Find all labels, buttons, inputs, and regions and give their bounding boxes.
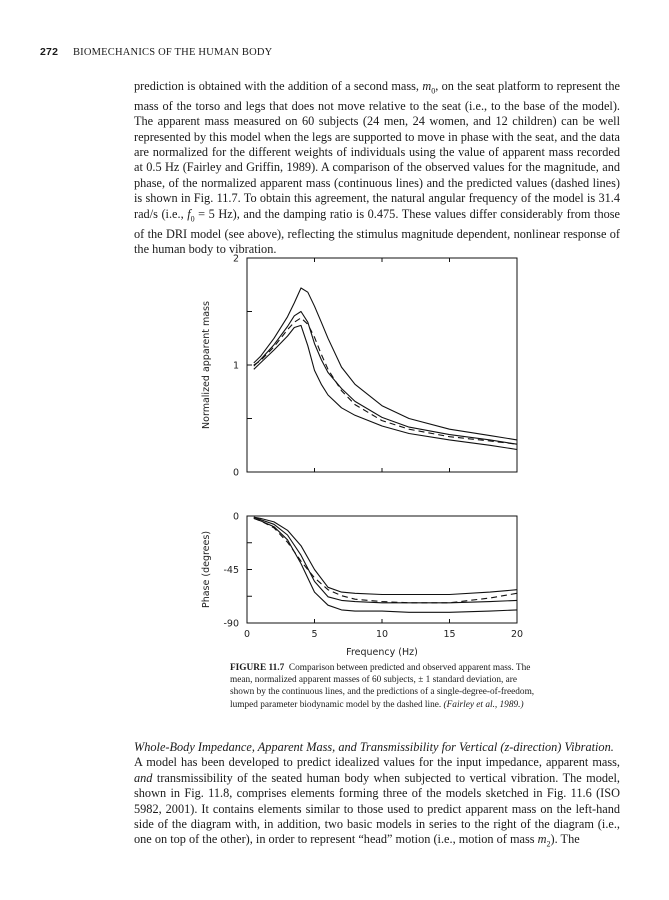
plot-frame-2	[247, 516, 517, 623]
caption-text: Comparison between predicted and observed apparent mass. The mean, normalized apparent masses of 60 subjects, ± 1 standard deviation, are shown by the continuous lines, and the predictions of a single-degree-of-freedom, lumped parameter biodynamic model by the dashed line.	[230, 663, 535, 710]
page-number: 272	[40, 46, 59, 58]
plot-frame-1	[247, 258, 517, 472]
section-run-in-heading: Whole-Body Impedance, Apparent Mass, and Transmissibility for Vertical (z-direction) Vibration.	[134, 740, 614, 754]
body-paragraph-bottom: Whole-Body Impedance, Apparent Mass, and Transmissibility for Vertical (z-direction) Vibration. A model has been developed to predict idealized values for the input impedance, apparent mass, and transmissibility of the seated human body when subjected to vertical vibration. The model, shown in Fig. 11.8, comprises elements forming three of the models sketched in Fig. 11.6 (ISO 5982, 2001). It contains elements similar to those used to predict apparent mass on the left-hand side of the diagram with, in addition, two basic models in series to the right of the diagram (i.e., one on top of the other), in order to represent “head” motion (i.e., motion of mass $m_2$). The	[134, 740, 620, 849]
y-tick-label: 1	[232, 360, 239, 372]
x-tick-label: 5	[311, 629, 318, 640]
figure-caption	[230, 662, 535, 711]
body-paragraph-top: prediction is obtained with the addition of a second mass, $m_0$, on the seat platform to represent the mass of the torso and legs that does not move relative to the seat (i.e., to the base of the model). The apparent mass measured on 60 subjects (24 men, 24 women, and 12 children) can be well represented by this model when the legs are supported to move in phase with the seat, and the data are normalized for the different weights of individuals using the value of apparent mass recorded at 0.5 Hz (Fairley and Griffin, 1989). A comparison of the observed values for the magnitude, and phase, of the normalized apparent mass (continuous lines) and the predicted values (dashed lines) is shown in Fig. 11.7. To obtain this agreement, the natural angular frequency of the model is 31.4 rad/s (i.e., $f_0 = 5$ Hz), and the damping ratio is 0.475. These values differ considerably from those of the DRI model (see above), reflecting the stimulus magnitude dependent, nonlinear response of the human body to vibration.	[134, 79, 621, 256]
x-tick-label: 0	[243, 629, 251, 640]
y-axis-label: Phase (degrees)	[201, 530, 212, 609]
caption-citation: (Fairley et al., 1989.)	[443, 699, 524, 710]
x-tick-label: 20	[510, 629, 524, 640]
measured-series-line	[254, 312, 517, 445]
measured-series-line	[254, 517, 517, 603]
model-prediction-line	[254, 518, 517, 602]
y-tick-label: 2	[232, 253, 239, 265]
figure-label: FIGURE 11.7	[230, 663, 285, 673]
x-tick-label: 15	[443, 629, 456, 640]
measured-series-line	[254, 288, 517, 440]
measured-series-line	[254, 518, 517, 612]
y-tick-label: 0	[232, 467, 239, 479]
figure-11-7	[195, 250, 535, 660]
y-axis-label: Normalized apparent mass	[201, 301, 212, 429]
measured-series-line	[254, 325, 517, 449]
y-tick-label: 0	[232, 511, 239, 523]
y-tick-label: -90	[223, 618, 239, 630]
running-header	[40, 46, 272, 58]
measured-series-line	[254, 517, 517, 594]
x-tick-label: 10	[375, 629, 389, 640]
x-axis-label: Frequency (Hz)	[346, 647, 418, 658]
apparent-mass-charts	[195, 250, 535, 660]
running-title: BIOMECHANICS OF THE HUMAN BODY	[72, 47, 273, 58]
model-prediction-line	[254, 318, 517, 444]
y-tick-label: -45	[223, 565, 239, 576]
